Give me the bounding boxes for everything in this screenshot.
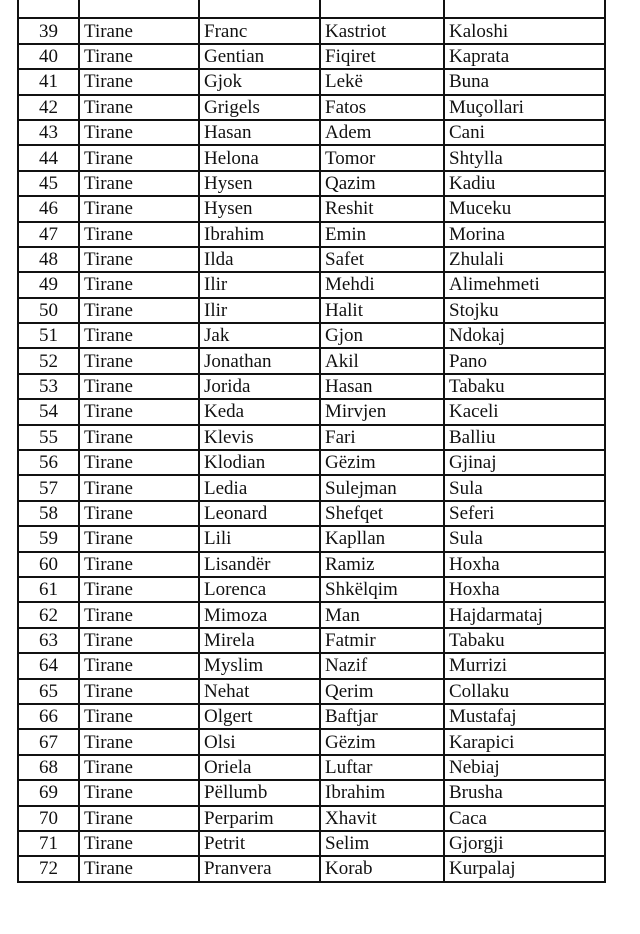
first-name-cell: Jonathan	[199, 348, 320, 373]
first-name-cell: Mimoza	[199, 602, 320, 627]
table-row	[18, 501, 605, 526]
first-name-cell: Olgert	[199, 704, 320, 729]
table-row	[18, 95, 605, 120]
names-table-body	[18, 0, 605, 882]
father-name-cell: Shefqet	[320, 501, 444, 526]
father-name-cell: Qerim	[320, 679, 444, 704]
father-name-cell: Nazif	[320, 653, 444, 678]
table-row-cut-off	[18, 0, 605, 18]
father-name-cell: Mirvjen	[320, 399, 444, 424]
row-number-cell: 57	[18, 475, 79, 500]
row-number-cell: 69	[18, 780, 79, 805]
father-name-cell: Adem	[320, 120, 444, 145]
first-name-cell: Ibrahim	[199, 222, 320, 247]
city-cell: Tirane	[79, 475, 199, 500]
row-number-cell: 67	[18, 729, 79, 754]
father-name-cell: Gëzim	[320, 729, 444, 754]
first-name-cell: Hasan	[199, 120, 320, 145]
row-number-cell: 68	[18, 755, 79, 780]
row-number-cell: 60	[18, 552, 79, 577]
table-row	[18, 755, 605, 780]
city-cell: Tirane	[79, 399, 199, 424]
row-number-cell: 44	[18, 145, 79, 170]
last-name-cell: Caca	[444, 806, 605, 831]
first-name-cell: Ilir	[199, 272, 320, 297]
last-name-cell: Cani	[444, 120, 605, 145]
table-row	[18, 552, 605, 577]
row-number-cell: 71	[18, 831, 79, 856]
table-row	[18, 247, 605, 272]
first-name-cell: Jorida	[199, 374, 320, 399]
last-name-cell: Stojku	[444, 298, 605, 323]
father-name-cell: Gjon	[320, 323, 444, 348]
father-name-cell	[320, 0, 444, 18]
row-number-cell: 54	[18, 399, 79, 424]
last-name-cell: Brusha	[444, 780, 605, 805]
table-row	[18, 653, 605, 678]
first-name-cell: Petrit	[199, 831, 320, 856]
father-name-cell: Fatmir	[320, 628, 444, 653]
last-name-cell: Gjinaj	[444, 450, 605, 475]
city-cell: Tirane	[79, 628, 199, 653]
table-row	[18, 399, 605, 424]
last-name-cell: Hajdarmataj	[444, 602, 605, 627]
father-name-cell: Lekë	[320, 69, 444, 94]
last-name-cell: Murrizi	[444, 653, 605, 678]
city-cell: Tirane	[79, 704, 199, 729]
city-cell: Tirane	[79, 653, 199, 678]
city-cell: Tirane	[79, 323, 199, 348]
last-name-cell: Collaku	[444, 679, 605, 704]
table-row	[18, 171, 605, 196]
city-cell: Tirane	[79, 348, 199, 373]
row-number-cell: 51	[18, 323, 79, 348]
first-name-cell: Jak	[199, 323, 320, 348]
table-row	[18, 348, 605, 373]
row-number-cell: 61	[18, 577, 79, 602]
first-name-cell: Nehat	[199, 679, 320, 704]
first-name-cell: Lorenca	[199, 577, 320, 602]
first-name-cell: Hysen	[199, 196, 320, 221]
table-row	[18, 831, 605, 856]
city-cell: Tirane	[79, 171, 199, 196]
city-cell	[79, 0, 199, 18]
father-name-cell: Reshit	[320, 196, 444, 221]
first-name-cell: Klodian	[199, 450, 320, 475]
last-name-cell: Kaloshi	[444, 18, 605, 43]
last-name-cell: Hoxha	[444, 577, 605, 602]
city-cell: Tirane	[79, 272, 199, 297]
father-name-cell: Baftjar	[320, 704, 444, 729]
row-number-cell	[18, 0, 79, 18]
father-name-cell: Safet	[320, 247, 444, 272]
last-name-cell: Balliu	[444, 425, 605, 450]
city-cell: Tirane	[79, 501, 199, 526]
first-name-cell: Mirela	[199, 628, 320, 653]
table-row	[18, 628, 605, 653]
table-row	[18, 323, 605, 348]
last-name-cell: Tabaku	[444, 374, 605, 399]
first-name-cell: Ilir	[199, 298, 320, 323]
last-name-cell: Tabaku	[444, 628, 605, 653]
father-name-cell: Luftar	[320, 755, 444, 780]
row-number-cell: 43	[18, 120, 79, 145]
first-name-cell: Lisandër	[199, 552, 320, 577]
first-name-cell: Grigels	[199, 95, 320, 120]
city-cell: Tirane	[79, 831, 199, 856]
table-row	[18, 729, 605, 754]
last-name-cell: Karapici	[444, 729, 605, 754]
last-name-cell: Morina	[444, 222, 605, 247]
city-cell: Tirane	[79, 374, 199, 399]
father-name-cell: Korab	[320, 856, 444, 881]
last-name-cell: Shtylla	[444, 145, 605, 170]
father-name-cell: Fatos	[320, 95, 444, 120]
city-cell: Tirane	[79, 755, 199, 780]
first-name-cell	[199, 0, 320, 18]
row-number-cell: 49	[18, 272, 79, 297]
last-name-cell: Buna	[444, 69, 605, 94]
father-name-cell: Halit	[320, 298, 444, 323]
father-name-cell: Selim	[320, 831, 444, 856]
father-name-cell: Akil	[320, 348, 444, 373]
father-name-cell: Fari	[320, 425, 444, 450]
city-cell: Tirane	[79, 247, 199, 272]
table-row	[18, 475, 605, 500]
father-name-cell: Sulejman	[320, 475, 444, 500]
first-name-cell: Hysen	[199, 171, 320, 196]
father-name-cell: Emin	[320, 222, 444, 247]
city-cell: Tirane	[79, 729, 199, 754]
last-name-cell: Nebiaj	[444, 755, 605, 780]
table-row	[18, 425, 605, 450]
father-name-cell: Kapllan	[320, 526, 444, 551]
first-name-cell: Gentian	[199, 44, 320, 69]
father-name-cell: Kastriot	[320, 18, 444, 43]
last-name-cell: Gjorgji	[444, 831, 605, 856]
father-name-cell: Ibrahim	[320, 780, 444, 805]
city-cell: Tirane	[79, 679, 199, 704]
table-row	[18, 602, 605, 627]
last-name-cell: Muceku	[444, 196, 605, 221]
father-name-cell: Qazim	[320, 171, 444, 196]
first-name-cell: Leonard	[199, 501, 320, 526]
last-name-cell: Muçollari	[444, 95, 605, 120]
last-name-cell: Sula	[444, 475, 605, 500]
father-name-cell: Man	[320, 602, 444, 627]
last-name-cell	[444, 0, 605, 18]
last-name-cell: Mustafaj	[444, 704, 605, 729]
row-number-cell: 56	[18, 450, 79, 475]
row-number-cell: 58	[18, 501, 79, 526]
father-name-cell: Shkëlqim	[320, 577, 444, 602]
first-name-cell: Perparim	[199, 806, 320, 831]
row-number-cell: 46	[18, 196, 79, 221]
father-name-cell: Xhavit	[320, 806, 444, 831]
table-row	[18, 577, 605, 602]
row-number-cell: 42	[18, 95, 79, 120]
row-number-cell: 45	[18, 171, 79, 196]
row-number-cell: 70	[18, 806, 79, 831]
last-name-cell: Kurpalaj	[444, 856, 605, 881]
row-number-cell: 59	[18, 526, 79, 551]
table-row	[18, 780, 605, 805]
first-name-cell: Helona	[199, 145, 320, 170]
first-name-cell: Keda	[199, 399, 320, 424]
table-row	[18, 18, 605, 43]
father-name-cell: Ramiz	[320, 552, 444, 577]
row-number-cell: 72	[18, 856, 79, 881]
row-number-cell: 65	[18, 679, 79, 704]
city-cell: Tirane	[79, 450, 199, 475]
table-row	[18, 44, 605, 69]
first-name-cell: Franc	[199, 18, 320, 43]
city-cell: Tirane	[79, 425, 199, 450]
row-number-cell: 53	[18, 374, 79, 399]
table-row	[18, 806, 605, 831]
names-table	[17, 0, 606, 883]
row-number-cell: 41	[18, 69, 79, 94]
table-row	[18, 272, 605, 297]
first-name-cell: Lili	[199, 526, 320, 551]
last-name-cell: Pano	[444, 348, 605, 373]
row-number-cell: 55	[18, 425, 79, 450]
last-name-cell: Zhulali	[444, 247, 605, 272]
city-cell: Tirane	[79, 196, 199, 221]
city-cell: Tirane	[79, 526, 199, 551]
row-number-cell: 40	[18, 44, 79, 69]
row-number-cell: 47	[18, 222, 79, 247]
first-name-cell: Ilda	[199, 247, 320, 272]
city-cell: Tirane	[79, 806, 199, 831]
last-name-cell: Seferi	[444, 501, 605, 526]
row-number-cell: 39	[18, 18, 79, 43]
last-name-cell: Kaceli	[444, 399, 605, 424]
table-row	[18, 450, 605, 475]
first-name-cell: Oriela	[199, 755, 320, 780]
father-name-cell: Gëzim	[320, 450, 444, 475]
last-name-cell: Alimehmeti	[444, 272, 605, 297]
city-cell: Tirane	[79, 145, 199, 170]
city-cell: Tirane	[79, 222, 199, 247]
city-cell: Tirane	[79, 780, 199, 805]
last-name-cell: Kadiu	[444, 171, 605, 196]
row-number-cell: 50	[18, 298, 79, 323]
row-number-cell: 63	[18, 628, 79, 653]
father-name-cell: Mehdi	[320, 272, 444, 297]
city-cell: Tirane	[79, 44, 199, 69]
city-cell: Tirane	[79, 577, 199, 602]
first-name-cell: Gjok	[199, 69, 320, 94]
city-cell: Tirane	[79, 856, 199, 881]
table-row	[18, 145, 605, 170]
father-name-cell: Tomor	[320, 145, 444, 170]
table-row	[18, 222, 605, 247]
first-name-cell: Ledia	[199, 475, 320, 500]
father-name-cell: Fiqiret	[320, 44, 444, 69]
row-number-cell: 66	[18, 704, 79, 729]
row-number-cell: 52	[18, 348, 79, 373]
table-row	[18, 679, 605, 704]
table-row	[18, 856, 605, 881]
first-name-cell: Klevis	[199, 425, 320, 450]
first-name-cell: Myslim	[199, 653, 320, 678]
city-cell: Tirane	[79, 552, 199, 577]
city-cell: Tirane	[79, 602, 199, 627]
last-name-cell: Kaprata	[444, 44, 605, 69]
table-row	[18, 298, 605, 323]
table-row	[18, 374, 605, 399]
city-cell: Tirane	[79, 120, 199, 145]
last-name-cell: Sula	[444, 526, 605, 551]
row-number-cell: 48	[18, 247, 79, 272]
first-name-cell: Pranvera	[199, 856, 320, 881]
city-cell: Tirane	[79, 69, 199, 94]
row-number-cell: 62	[18, 602, 79, 627]
table-row	[18, 526, 605, 551]
row-number-cell: 64	[18, 653, 79, 678]
city-cell: Tirane	[79, 298, 199, 323]
table-row	[18, 704, 605, 729]
last-name-cell: Ndokaj	[444, 323, 605, 348]
first-name-cell: Olsi	[199, 729, 320, 754]
city-cell: Tirane	[79, 95, 199, 120]
last-name-cell: Hoxha	[444, 552, 605, 577]
table-row	[18, 196, 605, 221]
city-cell: Tirane	[79, 18, 199, 43]
father-name-cell: Hasan	[320, 374, 444, 399]
first-name-cell: Pëllumb	[199, 780, 320, 805]
table-row	[18, 120, 605, 145]
table-row	[18, 69, 605, 94]
